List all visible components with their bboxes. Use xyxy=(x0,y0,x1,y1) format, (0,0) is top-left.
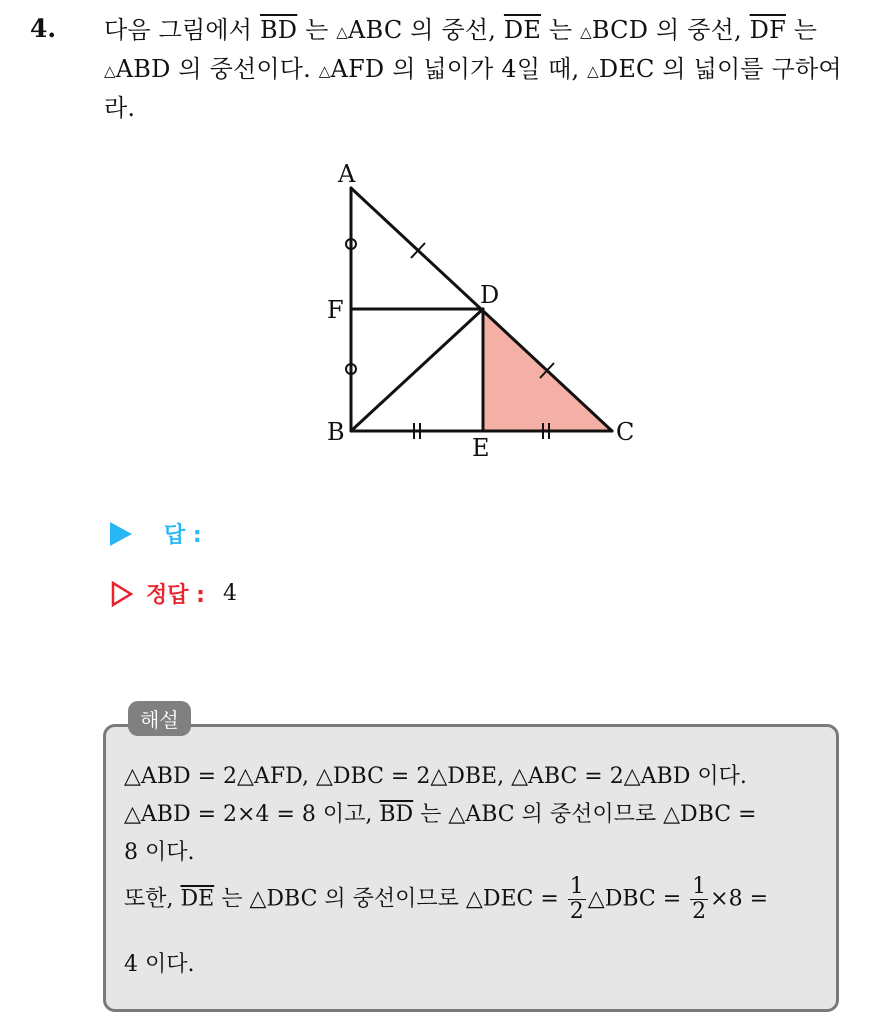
median-bd xyxy=(351,309,483,431)
solution-line-4: 또한, $\overline{DE}$ 는 △DBC 의 중선이므로 △DEC = $\frac{1}{2}$ △DBC = $\frac{1}{2}$ ×8 = xyxy=(124,874,769,924)
triangle-icon: △ xyxy=(587,62,599,80)
question-text: 다음 그림에서 $\overline{BD}$ 는 △ABC 의 중선, $\overline{DE}$ 는 △BCD 의 중선, $\overline{DF}$ 는 △ABD 의 중선이다. △AFD 의 넓이가 4일 때, △DEC 의 넓이를 구하여라. xyxy=(104,16,842,122)
answer-label: 답 : xyxy=(164,523,202,548)
segment-bd: $\overline{BD}$ xyxy=(259,16,298,44)
vertex-label-f: F xyxy=(327,296,344,324)
triangle-icon: △ xyxy=(580,23,592,41)
triangle-icon: △ xyxy=(318,62,331,80)
segment-bd: $\overline{BD}$ xyxy=(379,802,414,827)
correct-answer-value: 4 xyxy=(222,581,237,606)
segment-df: $\overline{DF}$ xyxy=(749,16,786,44)
solution-line-2: △ABD = 2×4 = 8 이고, $\overline{BD}$ 는 △ABC 의 중선이므로 △DBC = xyxy=(124,802,757,827)
question-number: 4. xyxy=(30,14,57,43)
correct-answer-row xyxy=(110,578,237,609)
segment-de: $\overline{DE}$ xyxy=(503,16,542,44)
solution-tag: 해설 xyxy=(128,701,191,736)
solution-line-3: 8 이다. xyxy=(124,840,195,865)
solution-line-5: 4 이다. xyxy=(124,952,195,977)
play-icon xyxy=(110,522,132,546)
vertex-label-d: D xyxy=(480,281,500,309)
vertex-label-e: E xyxy=(472,434,490,462)
triangle-figure xyxy=(300,150,660,470)
vertex-label-c: C xyxy=(616,418,635,446)
triangle-icon: △ xyxy=(104,62,116,80)
solution-line-1: △ABD = 2△AFD, △DBC = 2△DBE, △ABC = 2△ABD 이다. xyxy=(124,764,747,789)
fraction-one-half: $\frac{1}{2}$ xyxy=(569,874,584,924)
vertex-label-a: A xyxy=(338,160,356,188)
fraction-one-half: $\frac{1}{2}$ xyxy=(692,874,707,924)
vertex-label-b: B xyxy=(327,418,345,446)
triangle-icon: △ xyxy=(336,23,349,41)
segment-de: $\overline{DE}$ xyxy=(180,886,215,912)
correct-answer-label: 정답 : xyxy=(146,583,205,608)
answer-row[interactable] xyxy=(110,518,202,549)
outline-play-icon xyxy=(110,580,134,608)
